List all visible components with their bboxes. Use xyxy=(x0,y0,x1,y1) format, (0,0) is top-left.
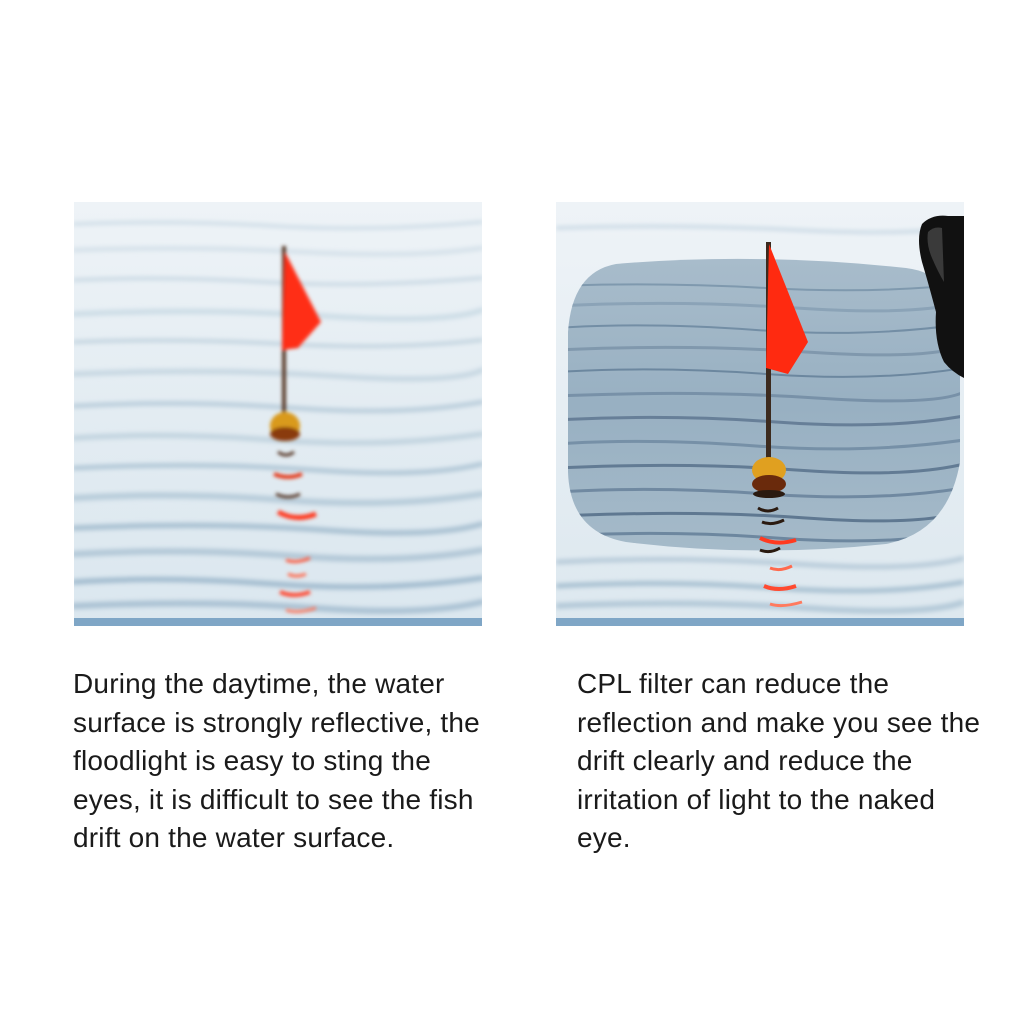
polarized-lens-photo xyxy=(556,202,964,626)
after-caption: CPL filter can reduce the reflection and make you see the drift clearly and reduce the irritation of light to the naked eye. xyxy=(577,668,981,853)
glare-water-photo xyxy=(74,202,482,626)
before-caption: During the daytime, the water surface is strongly reflective, the floodlight is easy to sting the eyes, it is difficult to see the fish drift on the water surface. xyxy=(73,668,480,853)
